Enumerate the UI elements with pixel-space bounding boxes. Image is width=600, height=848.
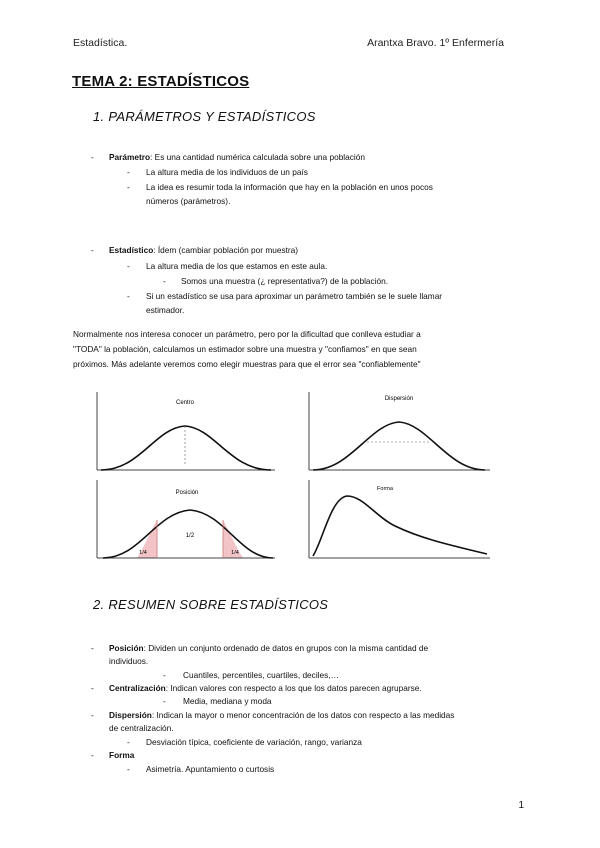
- estadistico-sub2-line2: estimador.: [146, 305, 185, 315]
- distributions-figure: [95, 390, 507, 566]
- centralizacion-item: [109, 681, 422, 695]
- parametro-def: : Es una cantidad numérica calculada sobre una población: [150, 152, 365, 162]
- forma-item: [109, 748, 134, 762]
- dispersion-def-line1: : Indican la mayor o menor concentración de los datos con respecto a las medidas: [151, 710, 455, 720]
- estadistico-item: [109, 243, 298, 257]
- parametro-sub2-line2: números (parámetros).: [146, 196, 231, 206]
- panel-posicion: [97, 480, 275, 558]
- intro-paragraph: [73, 327, 513, 372]
- parametro-item: [109, 150, 365, 164]
- paragraph-line-1: Normalmente nos interesa conocer un parámetro, pero por la dificultad que conlleva estudiar a: [73, 329, 421, 339]
- estadistico-term: Estadístico: [109, 245, 154, 255]
- page-number: 1: [518, 800, 524, 811]
- quartile-right-label: 1/4: [231, 550, 239, 556]
- dispersion-label: Dispersión: [384, 396, 414, 402]
- centralizacion-sub: Media, mediana y moda: [183, 696, 272, 706]
- bullet: -: [91, 152, 94, 162]
- centro-curve: [101, 426, 271, 470]
- page-title: TEMA 2: ESTADÍSTICOS: [72, 73, 250, 90]
- centro-label: Centro: [175, 400, 195, 406]
- posicion-def-line1: : Dividen un conjunto ordenado de datos en grupos con la misma cantidad de: [143, 643, 429, 653]
- bullet: -: [163, 670, 166, 680]
- bullet: -: [91, 245, 94, 255]
- centralizacion-def: : Indican valores con respecto a los que los datos parecen agruparse.: [165, 683, 422, 693]
- estadistico-def: : Ídem (cambiar población por muestra): [153, 245, 299, 255]
- quartile-mid-label: 1/2: [185, 533, 195, 539]
- dispersion-item: [109, 708, 454, 722]
- bullet: -: [163, 276, 166, 286]
- bullet: -: [127, 261, 130, 271]
- paragraph-line-3: próximos. Más adelante veremos como elegir muestras para que el error sea "confiablemente": [73, 359, 421, 369]
- forma-term: Forma: [109, 750, 135, 760]
- quartile-left-shade: [115, 520, 157, 558]
- section-2-heading: 2. RESUMEN SOBRE ESTADÍSTICOS: [93, 597, 329, 612]
- bullet: -: [127, 291, 130, 301]
- bullet: -: [127, 167, 130, 177]
- parametro-sub1: La altura media de los individuos de un país: [146, 167, 308, 177]
- estadistico-sub1a: Somos una muestra (¿ representativa?) de la población.: [181, 276, 389, 286]
- bullet: -: [127, 737, 130, 747]
- header-left: Estadística.: [73, 37, 128, 49]
- parametro-term: Parámetro: [109, 152, 151, 162]
- forma-label: Forma: [377, 486, 393, 492]
- centralizacion-term: Centralización: [109, 683, 166, 693]
- forma-sub: Asimetría. Apuntamiento o curtosis: [146, 764, 275, 774]
- bullet: -: [127, 764, 130, 774]
- panel-dispersion: [309, 392, 490, 470]
- estadistico-sub2-line1: Si un estadístico se usa para aproximar un parámetro también se le suele llamar: [146, 291, 443, 301]
- header-right: Arantxa Bravo. 1º Enfermería: [367, 37, 504, 49]
- forma-curve: [313, 496, 487, 556]
- section-1-heading: 1. PARÁMETROS Y ESTADÍSTICOS: [93, 109, 316, 124]
- paragraph-line-2: "TODA" la población, calculamos un estimador sobre una muestra y "confiamos" en que sean: [73, 344, 417, 354]
- posicion-sub: Cuantiles, percentiles, cuartiles, deciles,…: [183, 670, 339, 680]
- dispersion-def-line2: de centralización.: [109, 723, 174, 733]
- posicion-def-line2: individuos.: [109, 656, 149, 666]
- posicion-item: [109, 641, 428, 655]
- bullet: -: [91, 710, 94, 720]
- bullet: -: [163, 696, 166, 706]
- dispersion-curve: [313, 422, 485, 470]
- dispersion-term: Dispersión: [109, 710, 152, 720]
- bullet: -: [91, 750, 94, 760]
- posicion-label: Posición: [175, 490, 199, 496]
- panel-forma: [309, 480, 490, 558]
- bullet: -: [91, 643, 94, 653]
- quartile-left-label: 1/4: [139, 550, 147, 556]
- bullet: -: [127, 182, 130, 192]
- estadistico-sub1: La altura media de los que estamos en este aula.: [146, 261, 328, 271]
- dispersion-sub: Desviación típica, coeficiente de variación, rango, varianza: [146, 737, 362, 747]
- parametro-sub2-line1: La idea es resumir toda la información que hay en la población en unos pocos: [146, 182, 433, 192]
- panel-centro: [97, 392, 275, 470]
- posicion-term: Posición: [109, 643, 144, 653]
- bullet: -: [91, 683, 94, 693]
